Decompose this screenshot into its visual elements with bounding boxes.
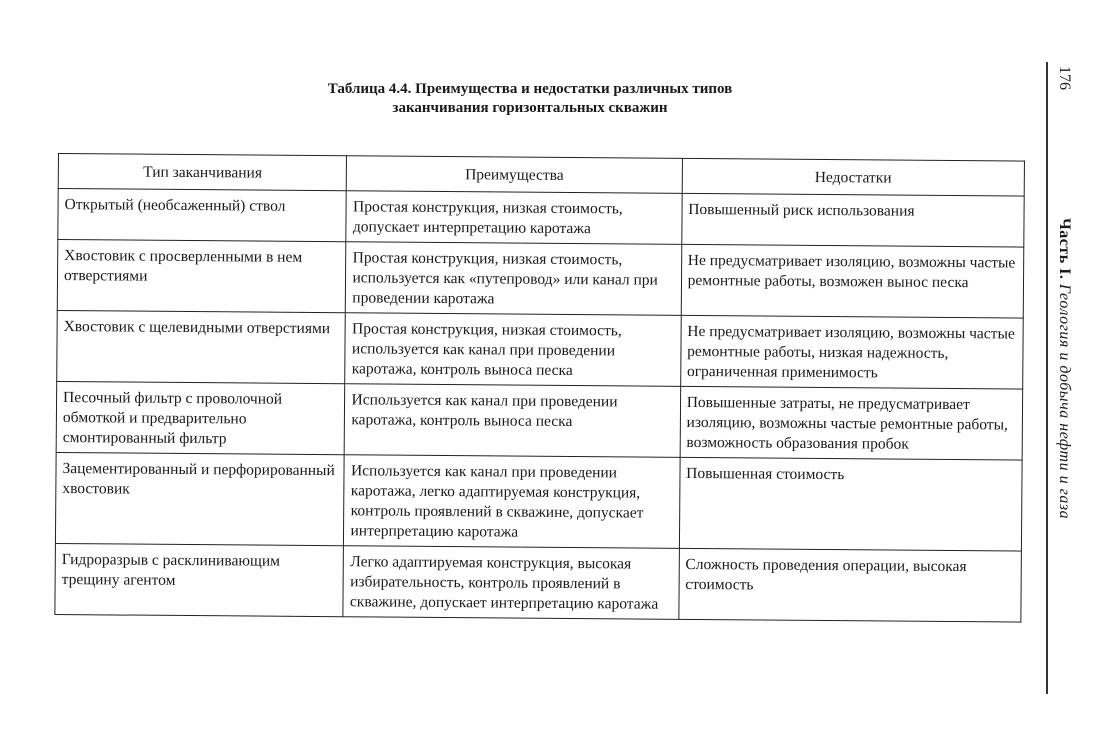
margin-rule	[1046, 62, 1048, 694]
header-advantages: Преимущества	[347, 156, 682, 194]
table-title-line1: Таблица 4.4. Преимущества и недостатки различных типов	[327, 81, 733, 97]
cell-disadvantages: Не предусматривает изоляцию, возможны частые ремонтные работы, возможен вынос песка	[681, 244, 1024, 318]
cell-advantages: Простая конструкция, низкая стоимость, используется как «путепровод» или канал при проведении каротажа	[346, 242, 682, 316]
running-head	[1055, 218, 1073, 519]
cell-disadvantages: Повышенная стоимость	[679, 457, 1022, 551]
table-row	[55, 452, 1022, 551]
cell-advantages: Простая конструкция, низкая стоимость, используется как канал при проведении каротажа, контроль выноса песка	[345, 313, 681, 387]
cell-type: Зацементированный и перфорированный хвостовик	[55, 452, 344, 545]
cell-disadvantages: Сложность проведения операции, высокая стоимость	[679, 548, 1022, 622]
cell-type: Открытый (необсаженный) ствол	[58, 189, 347, 242]
running-head-part: Часть I.	[1056, 218, 1073, 280]
cell-type: Песочный фильтр с проволочной обмоткой и предварительно смонтированный фильтр	[56, 381, 345, 454]
page-number: 176	[1056, 66, 1073, 90]
running-head-subject: Геология и добыча нефти и газа	[1056, 283, 1073, 520]
table-row	[55, 543, 1022, 622]
cell-type: Гидроразрыв с расклинивающим трещину агентом	[55, 543, 344, 616]
table-title	[250, 80, 810, 118]
table-row	[57, 240, 1024, 319]
table-title-line2: заканчивания горизонтальных скважин	[392, 100, 668, 116]
table-row	[56, 381, 1023, 460]
cell-advantages: Используется как канал при проведении каротажа, контроль выноса песка	[345, 384, 681, 458]
cell-advantages: Простая конструкция, низкая стоимость, допускает интерпретацию каротажа	[346, 191, 682, 245]
cell-advantages: Используется как канал при проведении каротажа, легко адаптируемая конструкция, контроль проявлений в скважине, допускает интерпретацию каротажа	[344, 455, 680, 549]
cell-type: Хвостовик с просверленными в нем отверстиями	[57, 240, 346, 313]
cell-disadvantages: Не предусматривает изоляцию, возможны частые ремонтные работы, низкая надежность, ограниченная применимость	[680, 315, 1023, 389]
header-completion-type: Тип заканчивания	[58, 154, 347, 191]
cell-advantages: Легко адаптируемая конструкция, высокая избирательность, контроль проявлений в скважине, допускает интерпретацию каротажа	[343, 546, 679, 620]
header-disadvantages: Недостатки	[682, 158, 1025, 196]
table-row	[58, 189, 1024, 248]
cell-type: Хвостовик с щелевидными отверстиями	[57, 310, 346, 383]
table-row	[57, 310, 1024, 389]
cell-disadvantages: Повышенный риск использования	[681, 193, 1024, 247]
cell-disadvantages: Повышенные затраты, не предусматривает изоляцию, возможны частые ремонтные работы, возможность образования пробок	[680, 386, 1023, 460]
completion-types-table	[54, 153, 1025, 623]
